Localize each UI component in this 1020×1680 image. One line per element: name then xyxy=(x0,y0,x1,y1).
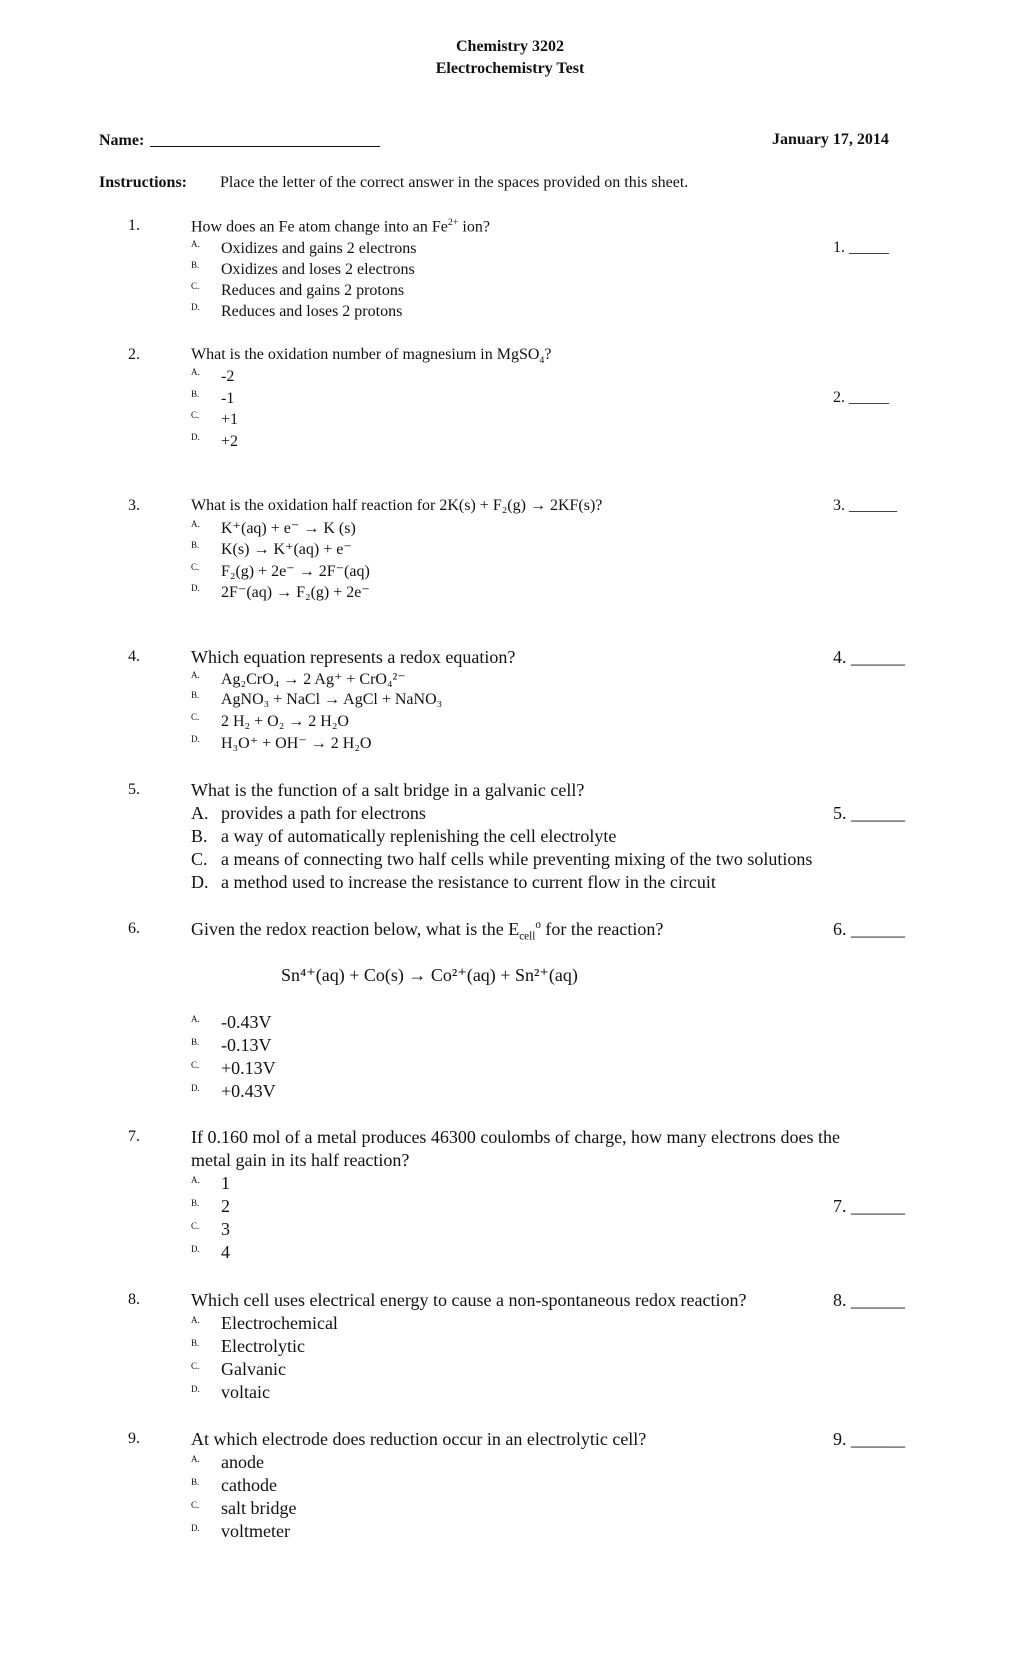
option-a: A. -2 xyxy=(191,367,235,385)
question-number: 1. xyxy=(128,217,140,234)
option-a: A. -0.43V xyxy=(191,1012,272,1032)
name-row xyxy=(99,131,380,150)
question-text: How does an Fe atom change into an $Fe^{2+}$ ion? xyxy=(191,217,490,236)
option-d: D. a method used to increase the resistance to current flow in the circuit xyxy=(191,872,716,892)
question-text: Which cell uses electrical energy to cause a non-spontaneous redox reaction? xyxy=(191,1290,747,1310)
option-b: B. -0.13V xyxy=(191,1035,272,1055)
option-d: D. H₃O⁺ + OH⁻ → 2 H₂O xyxy=(191,734,372,752)
option-c: C. a means of connecting two half cells while preventing mixing of the two solutions xyxy=(191,849,813,869)
option-a: A. provides a path for electrons xyxy=(191,803,426,823)
option-a: A. Ag₂CrO₄ → 2 Ag⁺ + CrO₄²⁻ xyxy=(191,670,406,688)
question-text-line2: metal gain in its half reaction? xyxy=(191,1150,410,1170)
option-b: B. cathode xyxy=(191,1475,277,1495)
option-b: B. -1 xyxy=(191,389,235,407)
option-b: B. K(s) → K⁺(aq) + e⁻ xyxy=(191,540,352,558)
name-label: Name: xyxy=(99,132,145,149)
option-d: D. +0.43V xyxy=(191,1081,276,1101)
option-b: B. Oxidizes and loses 2 electrons xyxy=(191,260,415,278)
option-c: C. salt bridge xyxy=(191,1498,297,1518)
option-b: B. Electrolytic xyxy=(191,1336,305,1356)
option-c: C. 2 H₂ + O₂ → 2 H₂O xyxy=(191,712,349,730)
name-field[interactable] xyxy=(150,131,380,147)
question-number: 5. xyxy=(128,781,140,798)
option-b: B. a way of automatically replenishing the cell electrolyte xyxy=(191,826,617,846)
answer-blank[interactable]: 5. ______ xyxy=(833,803,905,823)
question-text: If 0.160 mol of a metal produces 46300 coulombs of charge, how many electrons does the xyxy=(191,1127,841,1147)
answer-blank[interactable]: 7. ______ xyxy=(833,1196,905,1216)
option-d: D. voltaic xyxy=(191,1382,270,1402)
option-c: C. +1 xyxy=(191,410,239,428)
instructions-text: Place the letter of the correct answer in the spaces provided on this sheet. xyxy=(220,174,689,191)
option-d: D. Reduces and loses 2 protons xyxy=(191,302,403,320)
question-text: At which electrode does reduction occur in an electrolytic cell? xyxy=(191,1429,647,1449)
option-d: D. 2F⁻(aq) → F₂(g) + 2e⁻ xyxy=(191,583,370,601)
option-c: C. 3 xyxy=(191,1219,230,1239)
option-d: D. 4 xyxy=(191,1242,230,1262)
question-text: Which equation represents a redox equation? xyxy=(191,647,516,667)
option-c: C. Galvanic xyxy=(191,1359,286,1379)
test-title: Electrochemistry Test xyxy=(435,60,585,77)
reaction-equation: Sn⁴⁺(aq) + Co(s) → Co²⁺(aq) + Sn²⁺(aq) xyxy=(281,965,578,985)
answer-blank[interactable]: 4. ______ xyxy=(833,647,905,667)
question-text: What is the oxidation number of magnesium in MgSO$_4$? xyxy=(191,346,552,367)
option-a: A. K⁺(aq) + e⁻ → K (s) xyxy=(191,519,356,537)
question-number: 8. xyxy=(128,1291,140,1308)
answer-blank[interactable]: 2. _____ xyxy=(833,389,889,406)
option-b: B. 2 xyxy=(191,1196,230,1216)
option-b: B. AgNO₃ + NaCl → AgCl + NaNO₃ xyxy=(191,690,443,708)
answer-blank[interactable]: 9. ______ xyxy=(833,1429,905,1449)
option-c: C. F₂(g) + 2e⁻ → 2F⁻(aq) xyxy=(191,562,370,580)
question-number: 6. xyxy=(128,920,140,937)
question-text: Given the redox reaction below, what is the $E_{cell}^o$ for the reaction? xyxy=(191,919,664,943)
option-c: C. +0.13V xyxy=(191,1058,276,1078)
option-a: A. anode xyxy=(191,1452,264,1472)
option-c: C. Reduces and gains 2 protons xyxy=(191,281,405,299)
answer-blank[interactable]: 3. ______ xyxy=(833,497,897,514)
question-number: 4. xyxy=(128,648,140,665)
instructions-label: Instructions: xyxy=(99,174,188,191)
option-a: A. Electrochemical xyxy=(191,1313,338,1333)
question-number: 7. xyxy=(128,1128,140,1145)
test-date: January 17, 2014 xyxy=(772,131,889,148)
question-number: 3. xyxy=(128,497,140,514)
answer-blank[interactable]: 8. ______ xyxy=(833,1290,905,1310)
option-d: D. +2 xyxy=(191,432,239,450)
answer-blank[interactable]: 1. _____ xyxy=(833,239,889,256)
option-d: D. voltmeter xyxy=(191,1521,290,1541)
answer-blank[interactable]: 6. ______ xyxy=(833,919,905,939)
question-number: 9. xyxy=(128,1430,140,1447)
course-title: Chemistry 3202 xyxy=(456,38,564,55)
question-number: 2. xyxy=(128,346,140,363)
question-text: What is the function of a salt bridge in a galvanic cell? xyxy=(191,780,585,800)
option-a: A. 1 xyxy=(191,1173,230,1193)
question-text: What is the oxidation half reaction for 2K(s) + F₂(g) → 2KF(s)? xyxy=(191,497,603,514)
option-a: A. Oxidizes and gains 2 electrons xyxy=(191,239,417,257)
